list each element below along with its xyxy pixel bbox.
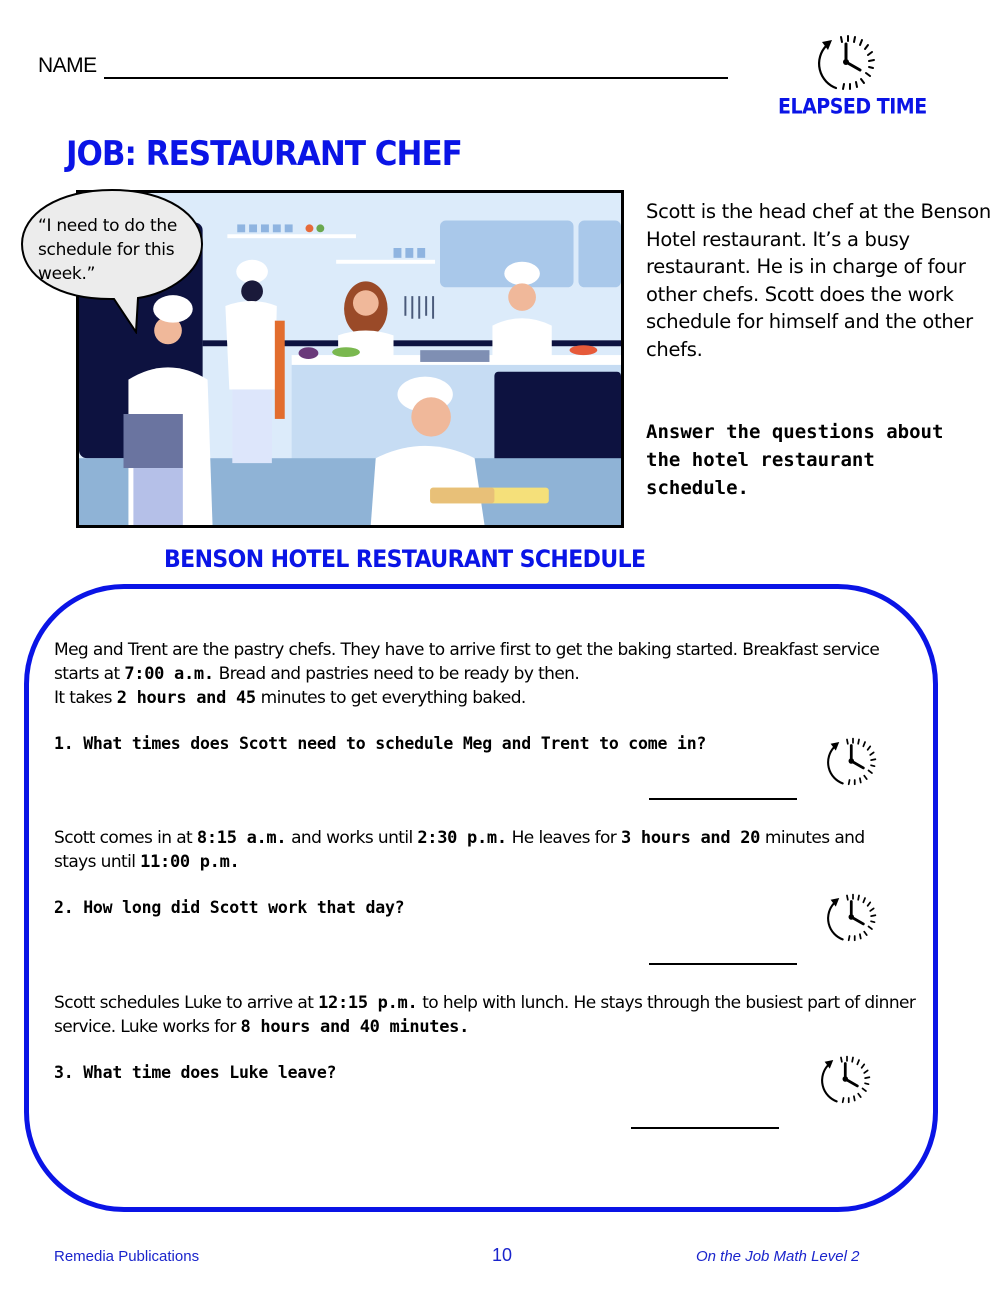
- bold-time: 11:00 p.m.: [140, 852, 240, 872]
- clock-icon: [816, 1050, 878, 1108]
- name-input-line[interactable]: [104, 77, 728, 79]
- job-title: JOB: RESTAURANT CHEF: [66, 134, 462, 174]
- intro-paragraph: Scott is the head chef at the Benson Hotel restaurant. It’s a busy restaurant. He is in charge of four other chefs. Scott does the work schedule for himself and the other chefs.: [646, 200, 991, 361]
- text-fragment: Scott comes in at: [54, 828, 197, 848]
- question-1: 1. What times does Scott need to schedule Meg and Trent to come in?: [54, 734, 707, 753]
- answer-1-line[interactable]: [649, 798, 797, 800]
- text-fragment: minutes and stays until: [54, 828, 865, 872]
- text-fragment: Scott schedules Luke to arrive at: [54, 993, 319, 1013]
- bold-time: 2:30 p.m.: [417, 828, 507, 848]
- text-fragment: to help with lunch. He stays through the busiest part of dinner service. Luke works for: [54, 993, 916, 1037]
- instruction-text: Answer the questions about the hotel restaurant schedule.: [646, 421, 944, 499]
- page-number: 10: [492, 1245, 513, 1265]
- clock-icon: [822, 888, 884, 946]
- elapsed-time-clock-icon: [812, 30, 884, 94]
- speech-bubble-text: “I need to do the schedule for this week.”: [38, 216, 177, 284]
- bold-time: 8:15 a.m.: [196, 828, 287, 848]
- section-3-paragraph: [54, 991, 934, 1039]
- footer-book-title: On the Job Math Level 2: [696, 1248, 860, 1265]
- bold-time: 12:15 p.m.: [318, 993, 418, 1013]
- bold-time: 7:00 a.m.: [124, 664, 214, 684]
- bold-duration: 3 hours and 20: [621, 828, 761, 848]
- question-2: 2. How long did Scott work that day?: [54, 898, 405, 917]
- bold-duration: 2 hours and 45: [116, 688, 256, 708]
- schedule-title: BENSON HOTEL RESTAURANT SCHEDULE: [164, 546, 646, 574]
- elapsed-time-label: ELAPSED TIME: [778, 94, 927, 120]
- text-fragment: Meg and Trent are the pastry chefs. They have to arrive first to get the baking started. Breakfast service starts at: [54, 640, 880, 684]
- question-3: 3. What time does Luke leave?: [54, 1063, 337, 1082]
- section-1-paragraph: [54, 638, 904, 710]
- clock-icon: [822, 732, 884, 790]
- answer-3-line[interactable]: [631, 1127, 779, 1129]
- footer-publisher: Remedia Publications: [54, 1248, 200, 1265]
- text-fragment: minutes to get everything baked.: [255, 688, 526, 708]
- bold-duration: 8 hours and 40 minutes.: [240, 1017, 470, 1037]
- text-fragment: and works until: [286, 828, 418, 848]
- name-label: NAME: [38, 54, 97, 77]
- answer-2-line[interactable]: [649, 963, 797, 965]
- text-fragment: It takes: [54, 688, 117, 708]
- section-2-paragraph: [54, 826, 874, 874]
- text-fragment: He leaves for: [506, 828, 622, 848]
- text-fragment: Bread and pastries need to be ready by then.: [213, 664, 580, 684]
